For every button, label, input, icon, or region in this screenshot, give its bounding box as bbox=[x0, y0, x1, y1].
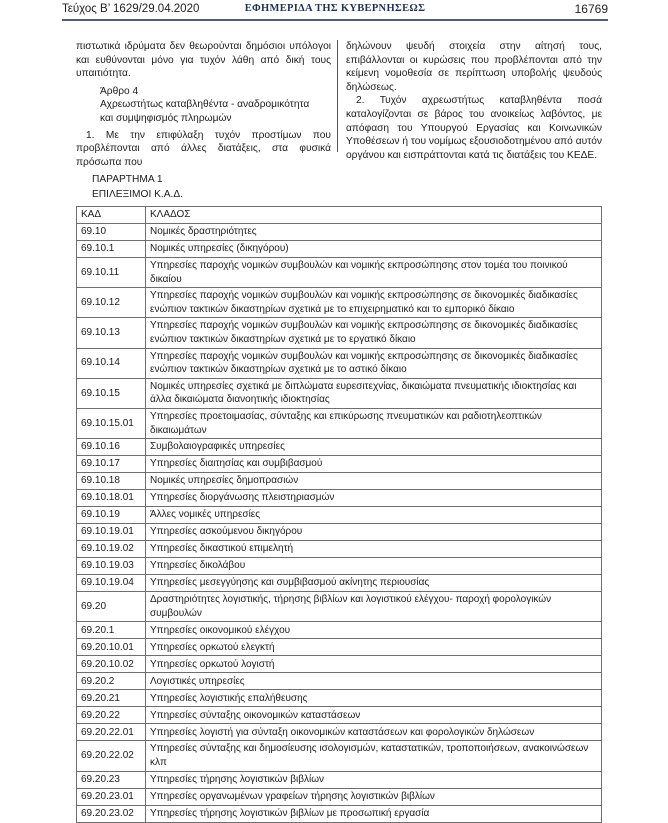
column-divider bbox=[337, 40, 338, 152]
table-row bbox=[77, 741, 602, 771]
kad-code-cell: 69.20.23.01 bbox=[77, 788, 146, 805]
klados-cell: Υπηρεσίες οργανωμένων γραφείων τήρησης λογιστικών βιβλίων bbox=[146, 788, 602, 805]
klados-cell: Υπηρεσίες προετοιμασίας, σύνταξης και επικύρωσης πνευματικών και ραδιοτηλεοπτικών δικαιωμάτων bbox=[146, 408, 602, 438]
kad-code-cell: 69.20.23.02 bbox=[77, 805, 146, 822]
table-row bbox=[77, 575, 602, 592]
kad-code-cell: 69.10.19.04 bbox=[77, 575, 146, 592]
kad-code-cell: 69.10 bbox=[77, 224, 146, 241]
table-row bbox=[77, 639, 602, 656]
kad-code-cell: 69.20 bbox=[77, 592, 146, 622]
table-row bbox=[77, 224, 602, 241]
kad-code-cell: 69.10.11 bbox=[77, 258, 146, 288]
annex-title: ΠΑΡΑΡΤΗΜΑ 1 bbox=[92, 174, 163, 185]
article-title-line-1: Αχρεωστήτως καταβληθέντα - αναδρομικότητα bbox=[100, 99, 310, 111]
table-row bbox=[77, 439, 602, 456]
klados-cell: Υπηρεσίες τήρησης λογιστικών βιβλίων bbox=[146, 771, 602, 788]
table-row bbox=[77, 673, 602, 690]
paragraph: δηλώνουν ψευδή στοιχεία στην αίτησή τους, επιβάλλονται οι κυρώσεις που προβλέπονται από την κείμενη νομοθεσία σε περίπτωση υποβολής ψευδούς δηλώσεως. bbox=[346, 41, 602, 93]
klados-cell: Δραστηριότητες λογιστικής, τήρησης βιβλίων και λογιστικού ελέγχου- παροχή φορολογικών συμβουλών bbox=[146, 592, 602, 622]
kad-code-cell: 69.20.2 bbox=[77, 673, 146, 690]
klados-cell: Υπηρεσίες λογιστή για σύνταξη οικονομικών καταστάσεων και φορολογικών δηλώσεων bbox=[146, 724, 602, 741]
kad-code-cell: 69.20.10.02 bbox=[77, 656, 146, 673]
klados-cell: Υπηρεσίες διοργάνωσης πλειστηριασμών bbox=[146, 490, 602, 507]
kad-code-cell: 69.10.19.02 bbox=[77, 541, 146, 558]
column-header-kad: ΚΑΔ bbox=[77, 207, 146, 224]
table-row bbox=[77, 707, 602, 724]
kad-code-cell: 69.10.19 bbox=[77, 507, 146, 524]
klados-cell: Υπηρεσίες δικολάβου bbox=[146, 558, 602, 575]
table-row bbox=[77, 490, 602, 507]
klados-cell: Υπηρεσίες μεσεγγύησης και συμβιβασμού ακίνητης περιουσίας bbox=[146, 575, 602, 592]
annex-subtitle: ΕΠΙΛΕΞΙΜΟΙ Κ.Α.Δ. bbox=[92, 189, 183, 200]
annex-heading bbox=[92, 172, 183, 202]
klados-cell: Υπηρεσίες λογιστικής επαλήθευσης bbox=[146, 690, 602, 707]
klados-cell: Υπηρεσίες παροχής νομικών συμβουλών και νομικής εκπροσώπησης σε δικονομικές διαδικασίες ενώπιον τακτικών δικαστηρίων σχετικά με το αστικό δίκαιο bbox=[146, 348, 602, 378]
kad-code-cell: 69.10.13 bbox=[77, 318, 146, 348]
kad-code-cell: 69.10.1 bbox=[77, 241, 146, 258]
kad-code-cell: 69.20.22.01 bbox=[77, 724, 146, 741]
table-row bbox=[77, 258, 602, 288]
table-row bbox=[77, 318, 602, 348]
kad-code-cell: 69.10.15 bbox=[77, 378, 146, 408]
table-row bbox=[77, 788, 602, 805]
kad-code-cell: 69.10.14 bbox=[77, 348, 146, 378]
klados-cell: Υπηρεσίες σύνταξης οικονομικών καταστάσεων bbox=[146, 707, 602, 724]
kad-code-cell: 69.20.1 bbox=[77, 622, 146, 639]
table-row bbox=[77, 622, 602, 639]
table-row bbox=[77, 771, 602, 788]
klados-cell: Υπηρεσίες οικονομικού ελέγχου bbox=[146, 622, 602, 639]
gazette-title: ΕΦΗΜΕΡΙΔΑ ΤΗΣ ΚΥΒΕΡΝΗΣΕΩΣ bbox=[244, 3, 426, 14]
klados-cell: Υπηρεσίες ορκωτού λογιστή bbox=[146, 656, 602, 673]
right-text-column bbox=[346, 40, 602, 162]
kad-code-cell: 69.10.15.01 bbox=[77, 408, 146, 438]
table-row bbox=[77, 378, 602, 408]
klados-cell: Υπηρεσίες δικαστικού επιμελητή bbox=[146, 541, 602, 558]
paragraph: πιστωτικά ιδρύματα δεν θεωρούνται δημόσιοι υπόλογοι και ευθύνονται μόνο για τυχόν λάθη από δική τους υπαιτιότητα. bbox=[76, 41, 331, 80]
page-number: 16769 bbox=[574, 2, 608, 16]
klados-cell: Άλλες νομικές υπηρεσίες bbox=[146, 507, 602, 524]
klados-cell: Υπηρεσίες παροχής νομικών συμβουλών και νομικής εκπροσώπησης στον τομέα του ποινικού δικαίου bbox=[146, 258, 602, 288]
klados-cell: Συμβολαιογραφικές υπηρεσίες bbox=[146, 439, 602, 456]
table-row bbox=[77, 690, 602, 707]
table-row bbox=[77, 805, 602, 822]
klados-cell: Νομικές υπηρεσίες (δικηγόρου) bbox=[146, 241, 602, 258]
klados-cell: Υπηρεσίες τήρησης λογιστικών βιβλίων με προσωπική εργασία bbox=[146, 805, 602, 822]
klados-cell: Υπηρεσίες ορκωτού ελεγκτή bbox=[146, 639, 602, 656]
table-row bbox=[77, 656, 602, 673]
klados-cell: Υπηρεσίες ασκούμενου δικηγόρου bbox=[146, 524, 602, 541]
table-row bbox=[77, 348, 602, 378]
kad-table bbox=[76, 206, 602, 823]
kad-code-cell: 69.10.18.01 bbox=[77, 490, 146, 507]
paragraph: 2. Τυχόν αχρεωστήτως καταβληθέντα ποσά καταλογίζονται σε βάρος του ανοικείως λαβόντος, με απόφαση του Υπουργού Εργασίας και Κοινωνικών Υποθέσεων ή του νομίμως εξουσιοδοτημένου από αυτόν οργάνου και εισπράττονται κατά τις διατάξεις του ΚΕΔΕ. bbox=[346, 95, 602, 161]
klados-cell: Λογιστικές υπηρεσίες bbox=[146, 673, 602, 690]
kad-code-cell: 69.20.22.02 bbox=[77, 741, 146, 771]
paragraph: 1. Με την επιφύλαξη τυχόν προστίμων που προβλέπονται από άλλες διατάξεις, στα φυσικά πρόσωπα που bbox=[76, 129, 331, 168]
article-number: Άρθρο 4 bbox=[100, 85, 139, 97]
table-row bbox=[77, 507, 602, 524]
kad-code-cell: 69.10.16 bbox=[77, 439, 146, 456]
article-title-line-2: και συμψηφισμός πληρωμών bbox=[100, 112, 232, 124]
klados-cell: Υπηρεσίες σύνταξης και δημοσίευσης ισολογισμών, καταστατικών, τροποποιήσεων, ανακοινώσεων κλπ bbox=[146, 741, 602, 771]
klados-cell: Νομικές υπηρεσίες δημοπρασιών bbox=[146, 473, 602, 490]
table-row bbox=[77, 408, 602, 438]
kad-code-cell: 69.20.10.01 bbox=[77, 639, 146, 656]
table-row bbox=[77, 558, 602, 575]
table-header-row bbox=[77, 207, 602, 224]
page-header bbox=[62, 0, 608, 21]
kad-code-cell: 69.10.12 bbox=[77, 288, 146, 318]
klados-cell: Νομικές δραστηριότητες bbox=[146, 224, 602, 241]
column-header-klados: ΚΛΑΔΟΣ bbox=[146, 207, 602, 224]
table-row bbox=[77, 473, 602, 490]
issue-label: Τεύχος Β’ 1629/29.04.2020 bbox=[62, 3, 200, 15]
table-row bbox=[77, 724, 602, 741]
klados-cell: Υπηρεσίες διαιτησίας και συμβιβασμού bbox=[146, 456, 602, 473]
kad-code-cell: 69.20.22 bbox=[77, 707, 146, 724]
table-row bbox=[77, 241, 602, 258]
kad-code-cell: 69.10.19.03 bbox=[77, 558, 146, 575]
table-body bbox=[77, 224, 602, 823]
table-row bbox=[77, 288, 602, 318]
kad-code-cell: 69.10.18 bbox=[77, 473, 146, 490]
left-text-column bbox=[76, 40, 331, 169]
klados-cell: Υπηρεσίες παροχής νομικών συμβουλών και νομικής εκπροσώπησης σε δικονομικές διαδικασίες ενώπιον τακτικών δικαστηρίων σχετικά με το επιχειρηματικό και το εμπορικό δίκαιο bbox=[146, 288, 602, 318]
table-row bbox=[77, 456, 602, 473]
kad-code-cell: 69.20.23 bbox=[77, 771, 146, 788]
kad-code-cell: 69.20.21 bbox=[77, 690, 146, 707]
header-rule bbox=[62, 19, 608, 21]
klados-cell: Νομικές υπηρεσίες σχετικά με διπλώματα ευρεσιτεχνίας, δικαιώματα πνευματικής ιδιοκτησίας και άλλα δικαιώματα διανοητικής ιδιοκτησίας bbox=[146, 378, 602, 408]
kad-code-cell: 69.10.17 bbox=[77, 456, 146, 473]
kad-code-cell: 69.10.19.01 bbox=[77, 524, 146, 541]
table-row bbox=[77, 541, 602, 558]
klados-cell: Υπηρεσίες παροχής νομικών συμβουλών και νομικής εκπροσώπησης σε δικονομικές διαδικασίες ενώπιον τακτικών δικαστηρίων σχετικά με το εργατικό δίκαιο bbox=[146, 318, 602, 348]
table-row bbox=[77, 524, 602, 541]
table-row bbox=[77, 592, 602, 622]
